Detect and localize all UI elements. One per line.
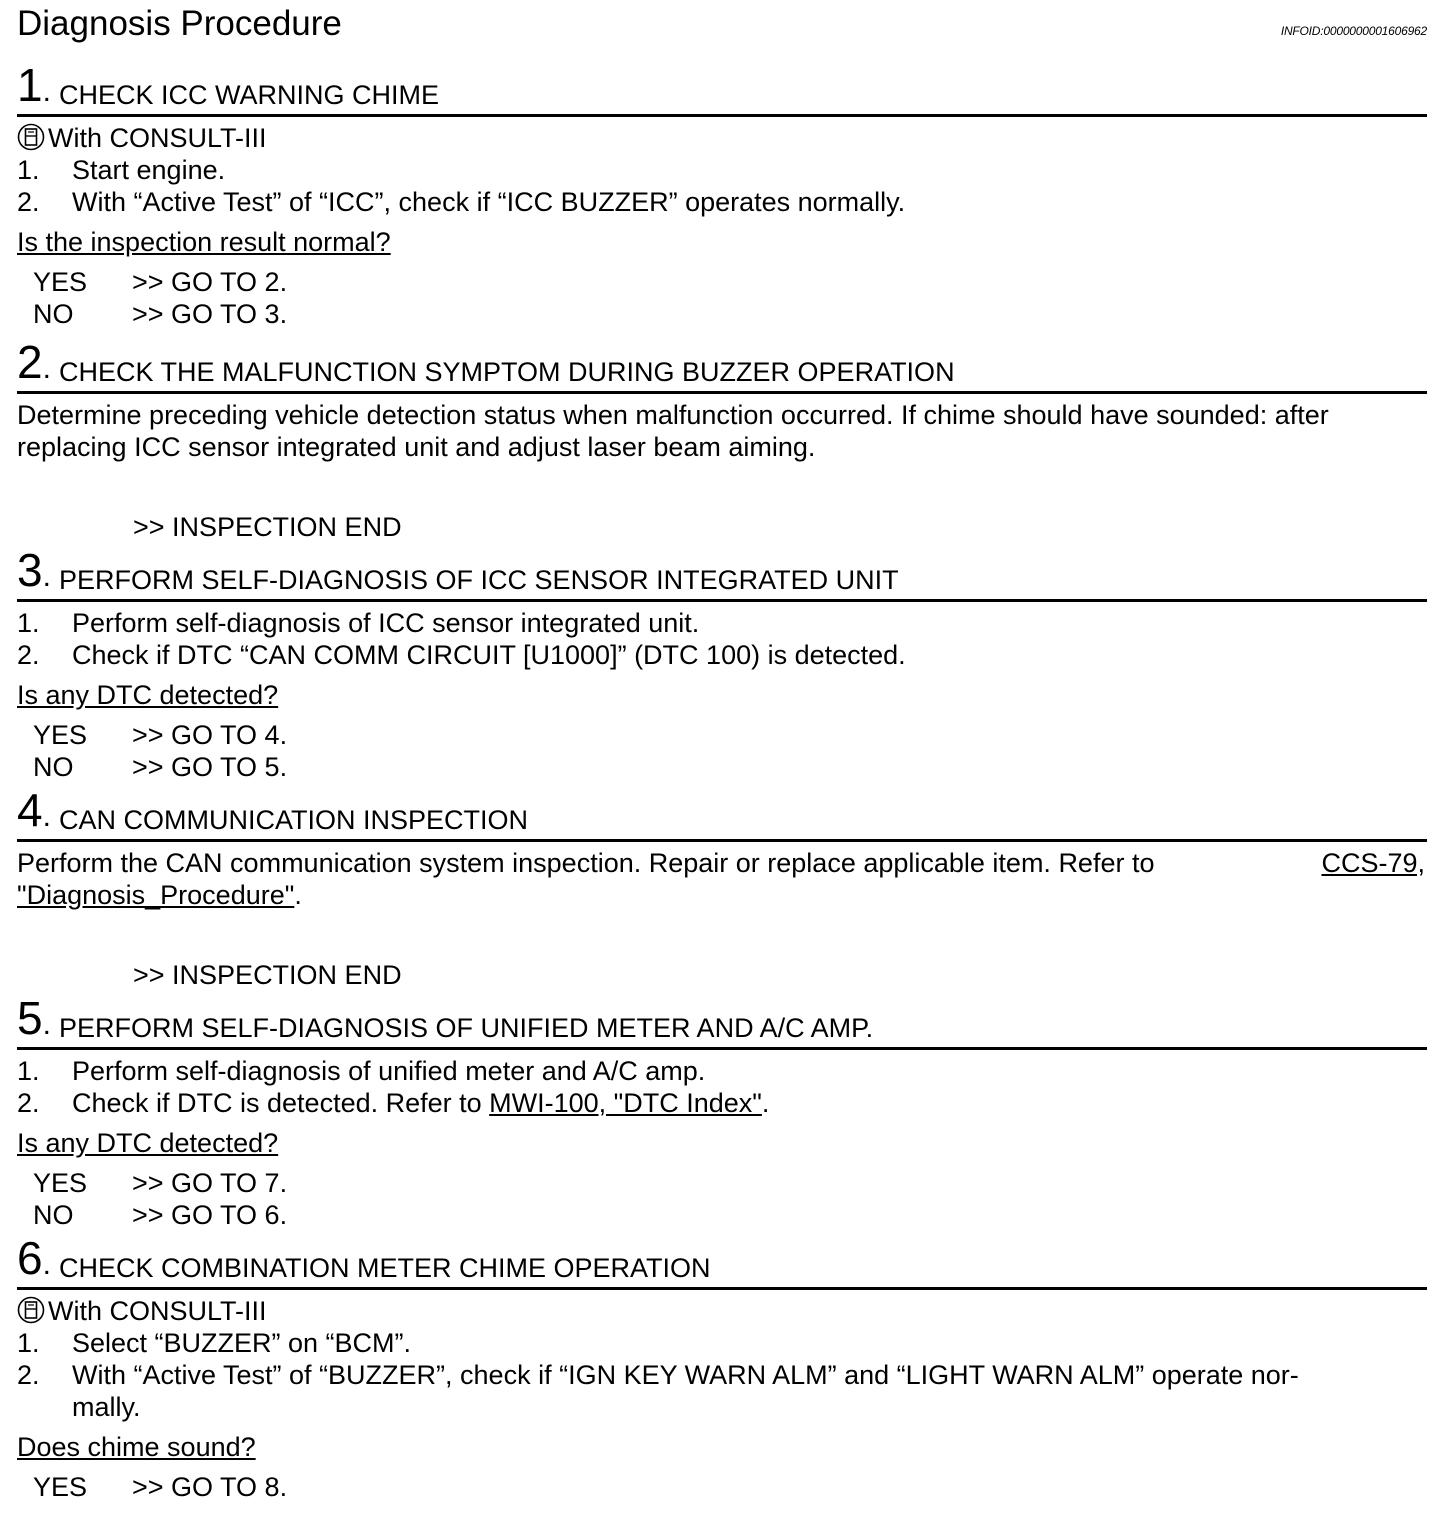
list-item: 2. Check if DTC “CAN COMM CIRCUIT [U1000]” (DTC 100) is detected. xyxy=(17,640,906,670)
step-number: 6. xyxy=(17,1232,51,1284)
consult-line: With CONSULT-III xyxy=(17,122,1427,154)
step-5 xyxy=(17,993,1427,1231)
step-header xyxy=(17,60,1427,117)
consult-line: With CONSULT-III xyxy=(17,1295,1427,1327)
answer-yes: YES >> GO TO 4. xyxy=(33,720,288,750)
step-1 xyxy=(17,60,1427,330)
step-header xyxy=(17,993,1427,1050)
list-item: 2. With “Active Test” of “BUZZER”, check if “IGN KEY WARN ALM” and “LIGHT WARN ALM” operate nor- xyxy=(17,1360,1299,1390)
step-header xyxy=(17,337,1427,394)
answer-no: NO >> GO TO 3. xyxy=(33,299,288,329)
inspection-end: >> INSPECTION END xyxy=(133,512,402,542)
question: Is any DTC detected? xyxy=(17,1128,279,1158)
answer-no: NO >> GO TO 5. xyxy=(33,752,288,782)
inspection-end: >> INSPECTION END xyxy=(133,960,402,990)
step-title: PERFORM SELF-DIAGNOSIS OF ICC SENSOR INTEGRATED UNIT xyxy=(59,565,899,595)
step-header xyxy=(17,1233,1427,1290)
consult-icon xyxy=(17,123,45,151)
list-item: 1. Perform self-diagnosis of ICC sensor integrated unit. xyxy=(17,608,700,638)
answer-no: NO >> GO TO 6. xyxy=(33,1200,288,1230)
step-title: CHECK ICC WARNING CHIME xyxy=(59,80,440,110)
question: Does chime sound? xyxy=(17,1432,256,1462)
info-id: INFOID:0000000001606962 xyxy=(1280,24,1427,38)
step-number: 2. xyxy=(17,336,51,388)
step-2 xyxy=(17,337,1427,543)
list-item: 1. Perform self-diagnosis of unified meter and A/C amp. xyxy=(17,1056,706,1086)
step-6 xyxy=(17,1233,1427,1503)
diagnosis-procedure-link[interactable]: "Diagnosis_Procedure" xyxy=(17,880,295,910)
paragraph-line: "Diagnosis_Procedure". xyxy=(17,880,302,910)
step-4 xyxy=(17,785,1427,991)
consult-icon xyxy=(17,1296,45,1324)
step-number: 1. xyxy=(17,59,51,111)
step-header xyxy=(17,545,1427,602)
list-item-continuation: mally. xyxy=(72,1392,141,1422)
list-item: 2. With “Active Test” of “ICC”, check if “ICC BUZZER” operates normally. xyxy=(17,187,906,217)
question: Is the inspection result normal? xyxy=(17,227,391,257)
step-title: CHECK COMBINATION METER CHIME OPERATION xyxy=(59,1253,711,1283)
mwi-100-link[interactable]: MWI-100, "DTC Index" xyxy=(489,1088,762,1118)
step-title: CAN COMMUNICATION INSPECTION xyxy=(59,805,529,835)
answer-yes: YES >> GO TO 8. xyxy=(33,1472,288,1502)
ccs-79-link[interactable]: CCS-79, xyxy=(1321,848,1425,878)
step-title: PERFORM SELF-DIAGNOSIS OF UNIFIED METER AND A/C AMP. xyxy=(59,1013,874,1043)
answer-yes: YES >> GO TO 2. xyxy=(33,267,288,297)
page-title: Diagnosis Procedure xyxy=(17,4,342,43)
answer-yes: YES >> GO TO 7. xyxy=(33,1168,288,1198)
step-header xyxy=(17,785,1427,842)
paragraph-line: Perform the CAN communication system inspection. Repair or replace applicable item. Refer to CCS-79, xyxy=(17,848,1425,878)
paragraph-line: Determine preceding vehicle detection status when malfunction occurred. If chime should have sounded: after xyxy=(17,400,1329,430)
paragraph-line: replacing ICC sensor integrated unit and adjust laser beam aiming. xyxy=(17,432,816,462)
list-item: 1. Select “BUZZER” on “BCM”. xyxy=(17,1328,412,1358)
step-3 xyxy=(17,545,1427,783)
step-number: 4. xyxy=(17,784,51,836)
question: Is any DTC detected? xyxy=(17,680,279,710)
step-title: CHECK THE MALFUNCTION SYMPTOM DURING BUZZER OPERATION xyxy=(59,357,955,387)
list-item: 1. Start engine. xyxy=(17,155,226,185)
step-number: 5. xyxy=(17,992,51,1044)
list-item: 2. Check if DTC is detected. Refer to MWI-100, "DTC Index". xyxy=(17,1088,770,1118)
step-number: 3. xyxy=(17,544,51,596)
